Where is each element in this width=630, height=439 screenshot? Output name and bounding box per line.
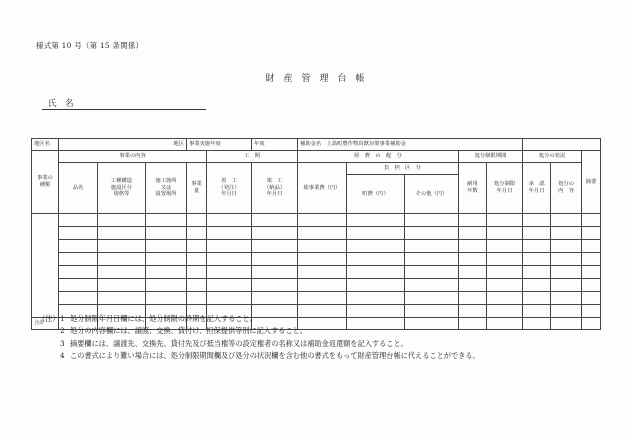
data-cell[interactable] [551, 227, 582, 240]
project-year-label: 事業実施年度 [189, 141, 221, 148]
data-cell[interactable] [487, 240, 523, 253]
data-cell[interactable] [582, 227, 601, 240]
data-cell[interactable] [59, 240, 98, 253]
data-cell[interactable] [187, 292, 207, 305]
header-item-name: 品名 [59, 163, 98, 214]
data-cell[interactable] [187, 214, 207, 227]
data-cell[interactable] [582, 253, 601, 266]
data-cell[interactable] [298, 214, 347, 227]
data-cell[interactable] [146, 279, 187, 292]
note-text: 摘要欄には、譲渡先、交換先、貸付先及び抵当権等の設定権者の名称又は補助金返還額を記入すること。 [70, 338, 408, 348]
data-cell[interactable] [459, 292, 487, 305]
data-cell[interactable] [252, 253, 298, 266]
data-cell[interactable] [459, 214, 487, 227]
subsidy-name-cell [298, 139, 523, 151]
data-cell[interactable] [187, 227, 207, 240]
header-remarks: 摘要 [582, 151, 601, 214]
header-disposal-status: 処分の状況 [523, 151, 582, 163]
data-cell[interactable] [252, 214, 298, 227]
data-cell[interactable] [405, 253, 459, 266]
data-cell[interactable] [252, 266, 298, 279]
data-cell[interactable] [98, 227, 146, 240]
data-cell[interactable] [582, 240, 601, 253]
header-quantity: 事業 量 [187, 163, 207, 214]
header-project-type: 事業の 種類 [32, 151, 59, 214]
note-item [38, 313, 480, 325]
note-item [38, 338, 480, 350]
data-cell[interactable] [582, 214, 601, 227]
data-cell[interactable] [551, 292, 582, 305]
data-cell[interactable] [252, 279, 298, 292]
header-cost-allocation: 経 費 の 配 分 [298, 151, 459, 163]
data-cell[interactable] [298, 279, 347, 292]
note-number: 3 [60, 338, 65, 348]
data-cell[interactable] [523, 279, 551, 292]
note-text: 処分制限年月日欄には、処分制限の終期を記入すること。 [70, 314, 257, 323]
data-cell[interactable] [187, 266, 207, 279]
property-ledger-table [31, 138, 601, 330]
data-cell[interactable] [459, 279, 487, 292]
data-cell[interactable] [98, 292, 146, 305]
table-row [32, 253, 601, 266]
data-cell[interactable] [487, 266, 523, 279]
data-cell[interactable] [405, 279, 459, 292]
data-cell[interactable] [551, 279, 582, 292]
data-cell[interactable] [146, 240, 187, 253]
data-cell[interactable] [523, 240, 551, 253]
header-row-2 [32, 163, 601, 175]
data-cell[interactable] [207, 253, 252, 266]
data-cell[interactable] [459, 266, 487, 279]
project-type-cell[interactable] [32, 214, 59, 318]
note-number: 1 [60, 314, 65, 323]
header-location: 施工箇所 又は 設置場所 [146, 163, 187, 214]
data-cell[interactable] [582, 292, 601, 305]
data-cell[interactable] [347, 240, 405, 253]
data-cell[interactable] [207, 240, 252, 253]
data-cell[interactable] [459, 227, 487, 240]
data-cell[interactable] [523, 253, 551, 266]
data-cell[interactable] [582, 305, 601, 318]
note-text: この書式により難い場合には、処分制限期間欄及び処分の状況欄を含む他の書式をもって財産管理台帳に代えることができる。 [70, 350, 480, 360]
note-item [38, 325, 480, 337]
data-cell[interactable] [523, 214, 551, 227]
data-cell[interactable] [207, 292, 252, 305]
data-cell[interactable] [523, 305, 551, 318]
data-cell[interactable] [59, 292, 98, 305]
data-cell[interactable] [59, 227, 98, 240]
data-cell[interactable] [405, 214, 459, 227]
data-cell[interactable] [405, 240, 459, 253]
data-cell[interactable] [582, 279, 601, 292]
data-cell[interactable] [98, 240, 146, 253]
data-cell[interactable] [523, 292, 551, 305]
data-cell[interactable] [207, 214, 252, 227]
data-cell[interactable] [98, 214, 146, 227]
data-cell[interactable] [551, 214, 582, 227]
data-cell[interactable] [347, 279, 405, 292]
data-cell[interactable] [59, 253, 98, 266]
project-year-label-cell [187, 139, 252, 151]
note-item [38, 350, 480, 362]
data-cell[interactable] [59, 279, 98, 292]
table-row [32, 240, 601, 253]
data-cell[interactable] [298, 292, 347, 305]
data-cell[interactable] [146, 214, 187, 227]
header-total-cost: 総事業費（円） [298, 163, 347, 214]
header-disposal-date: 処分制限 年月日 [487, 163, 523, 214]
data-cell[interactable] [459, 253, 487, 266]
data-cell[interactable] [523, 266, 551, 279]
data-cell[interactable] [146, 253, 187, 266]
data-cell[interactable] [298, 227, 347, 240]
data-cell[interactable] [551, 266, 582, 279]
info-blank-cell[interactable] [523, 139, 601, 151]
data-cell[interactable] [187, 279, 207, 292]
data-cell[interactable] [551, 253, 582, 266]
data-cell[interactable] [551, 305, 582, 318]
total-label: 合計 [32, 318, 59, 330]
data-cell[interactable] [582, 266, 601, 279]
note-number: 4 [60, 350, 65, 360]
header-disposal-content: 処分の 内 容 [551, 163, 582, 214]
notes-section [38, 313, 480, 362]
data-cell[interactable] [551, 240, 582, 253]
data-cell[interactable] [207, 227, 252, 240]
data-cell[interactable] [298, 240, 347, 253]
header-schedule: 工 期 [207, 151, 298, 163]
data-cell[interactable] [487, 279, 523, 292]
data-cell[interactable] [487, 227, 523, 240]
data-cell[interactable] [298, 253, 347, 266]
data-cell[interactable] [146, 292, 187, 305]
data-cell[interactable] [207, 266, 252, 279]
data-cell[interactable] [487, 214, 523, 227]
note-text: 処分の内容欄には、譲渡、交換、貸付け、担保提供等別に記入すること。 [70, 326, 307, 336]
data-cell[interactable] [347, 266, 405, 279]
total-cell[interactable] [582, 318, 601, 330]
table-row [32, 292, 601, 305]
district-label: 地区名 [34, 141, 50, 148]
data-cell[interactable] [523, 227, 551, 240]
data-cell[interactable] [487, 253, 523, 266]
header-project-content: 事業の内容 [59, 151, 207, 163]
data-cell[interactable] [98, 266, 146, 279]
header-start: 着 工 （発注） 年月日 [207, 163, 252, 214]
data-cell[interactable] [98, 279, 146, 292]
table-row [32, 227, 601, 240]
table-row [32, 279, 601, 292]
data-cell[interactable] [487, 292, 523, 305]
data-cell[interactable] [487, 305, 523, 318]
data-cell[interactable] [59, 266, 98, 279]
data-cell[interactable] [347, 227, 405, 240]
data-cell[interactable] [405, 266, 459, 279]
subsidy-name: 補助金名 上島町農作物鳥獣対策事業補助金 [300, 141, 406, 148]
district-name-cell[interactable] [59, 139, 187, 151]
data-cell[interactable] [146, 266, 187, 279]
header-town-cost: 町費（円） [347, 175, 405, 214]
table-row [32, 214, 601, 227]
data-cell[interactable] [98, 253, 146, 266]
project-year-cell[interactable] [252, 139, 298, 151]
data-cell[interactable] [252, 240, 298, 253]
data-cell[interactable] [347, 292, 405, 305]
data-cell[interactable] [187, 240, 207, 253]
data-cell[interactable] [405, 227, 459, 240]
data-cell[interactable] [146, 227, 187, 240]
header-structure: 工種構造 施設区分 規格等 [98, 163, 146, 214]
info-row [32, 139, 601, 151]
total-cell[interactable] [551, 318, 582, 330]
header-row-1 [32, 151, 601, 163]
project-year-suffix: 年度 [254, 141, 265, 148]
data-cell[interactable] [59, 214, 98, 227]
note-tag: （注） [38, 314, 60, 323]
header-useful-life: 耐用 年数 [459, 163, 487, 214]
page-title: 財 産 管 理 台 帳 [265, 74, 365, 84]
header-finish: 竣 工 （納品） 年月日 [252, 163, 298, 214]
total-cell[interactable] [523, 318, 551, 330]
data-cell[interactable] [187, 253, 207, 266]
data-cell[interactable] [252, 227, 298, 240]
form-number: 様式第 10 号（第 15 条関係） [36, 41, 144, 50]
header-other-cost: その他（円） [405, 175, 459, 214]
data-cell[interactable] [252, 292, 298, 305]
name-label: 氏 名 [48, 99, 74, 109]
note-number: 2 [60, 326, 65, 336]
data-cell[interactable] [459, 240, 487, 253]
name-field[interactable] [42, 97, 206, 110]
data-cell[interactable] [298, 266, 347, 279]
table-row [32, 266, 601, 279]
header-disposal-limit: 処分制限期間 [459, 151, 523, 163]
district-label-cell [32, 139, 59, 151]
district-suffix: 地区 [173, 141, 185, 148]
header-approval-date: 承 認 年月日 [523, 163, 551, 214]
data-cell[interactable] [207, 279, 252, 292]
data-cell[interactable] [405, 292, 459, 305]
data-cell[interactable] [347, 253, 405, 266]
header-burden: 負 担 区 分 [347, 163, 459, 175]
data-cell[interactable] [347, 214, 405, 227]
total-cell[interactable] [487, 318, 523, 330]
